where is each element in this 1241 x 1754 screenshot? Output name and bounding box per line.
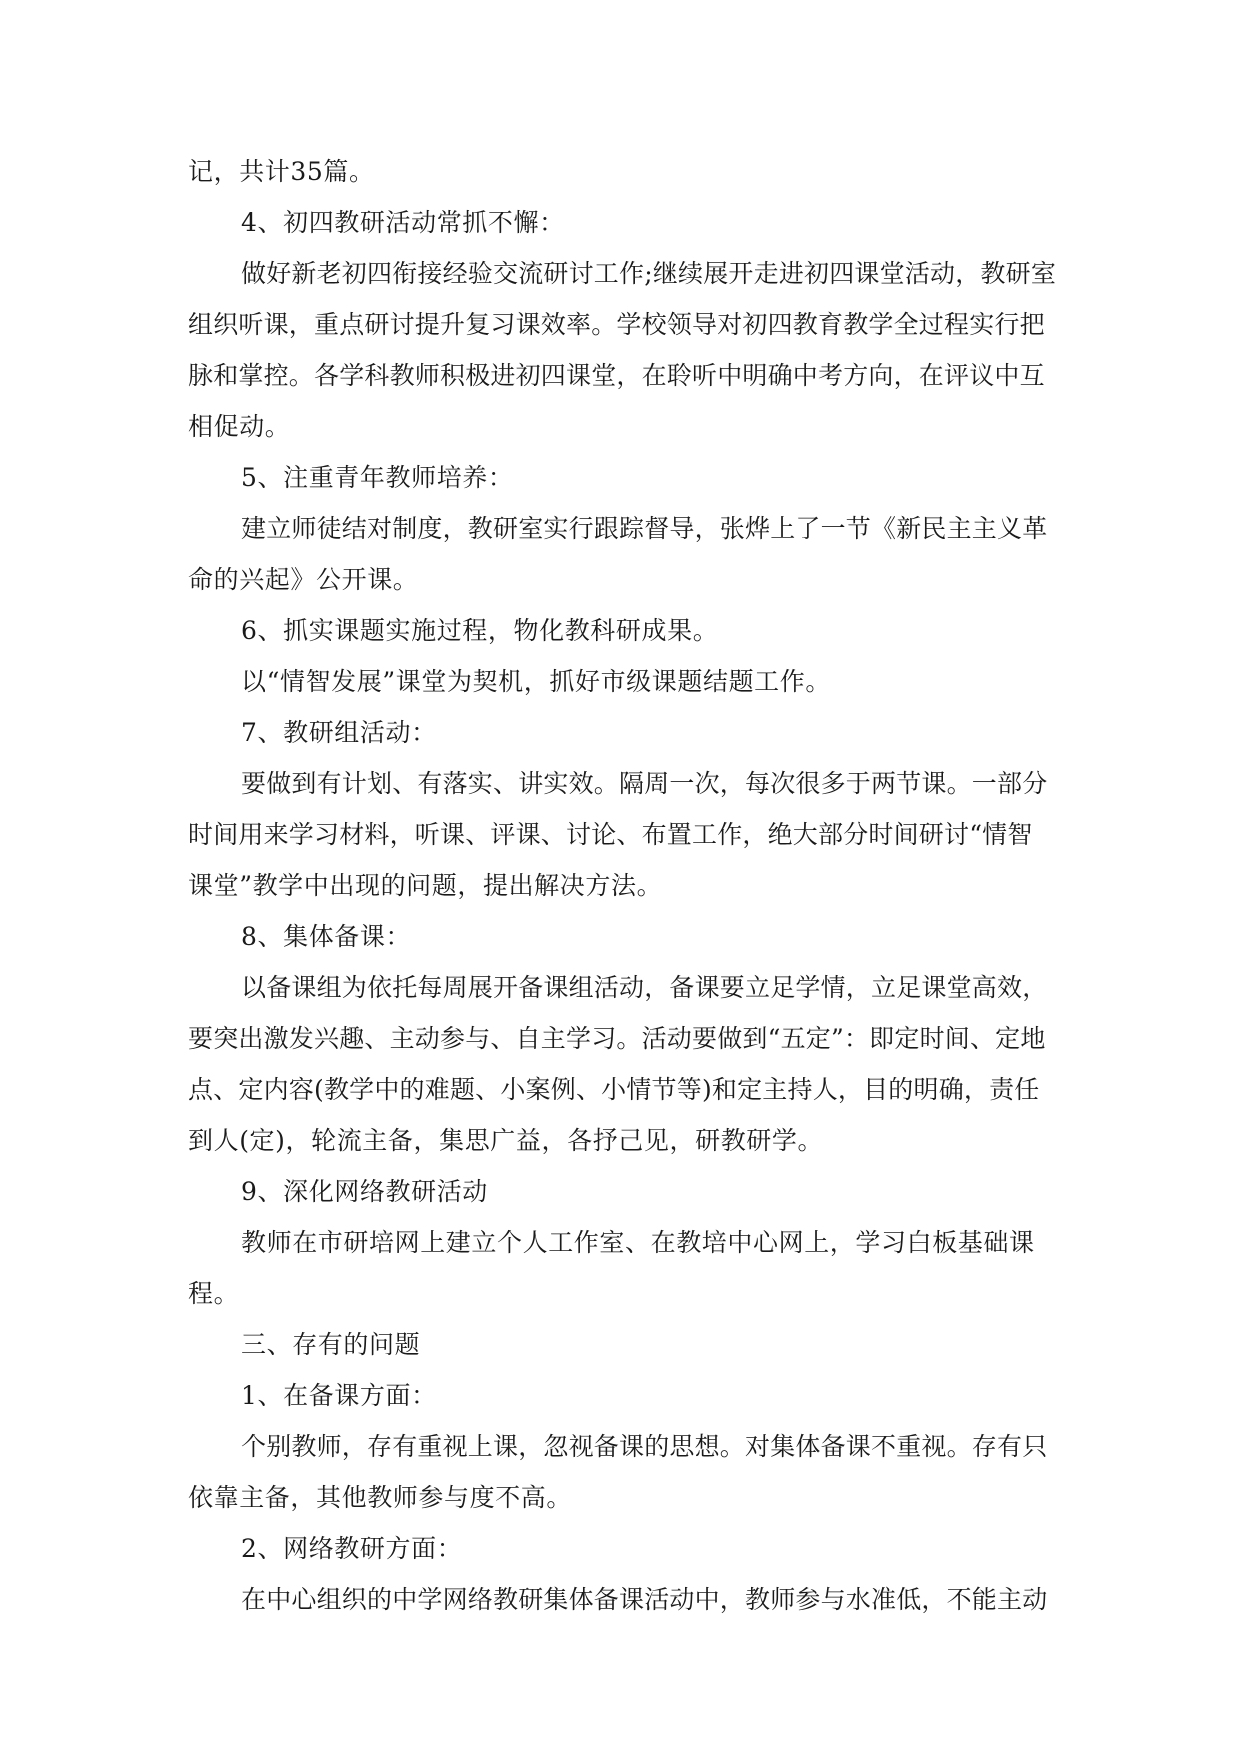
paragraph-line: 要做到有计划、有落实、讲实效。隔周一次，每次很多于两节课。一部分 [241,769,1048,798]
paragraph-line: 点、定内容(教学中的难题、小案例、小情节等)和定主持人，目的明确，责任 [188,1075,1040,1104]
section-heading: 8、集体备课： [241,922,412,951]
section-heading: 9、深化网络教研活动 [241,1177,488,1206]
paragraph-line: 命的兴起》公开课。 [188,565,419,594]
chapter-heading: 三、存有的问题 [241,1330,421,1359]
paragraph-line: 时间用来学习材料，听课、评课、讨论、布置工作，绝大部分时间研讨“情智 [188,820,1033,849]
paragraph-line: 依靠主备，其他教师参与度不高。 [188,1483,573,1512]
paragraph-line: 课堂”教学中出现的问题，提出解决方法。 [188,871,663,900]
paragraph-line: 建立师徒结对制度，教研室实行跟踪督导，张烨上了一节《新民主主义革 [241,514,1048,543]
section-heading: 4、初四教研活动常抓不懈： [241,208,565,237]
paragraph-line: 教师在市研培网上建立个人工作室、在教培中心网上，学习白板基础课 [241,1228,1035,1257]
document-body [188,154,1058,1633]
paragraph-line: 个别教师，存有重视上课，忽视备课的思想。对集体备课不重视。存有只 [241,1432,1048,1461]
paragraph-line: 做好新老初四衔接经验交流研讨工作;继续展开走进初四课堂活动，教研室 [241,259,1057,288]
section-heading: 2、网络教研方面： [241,1534,463,1563]
paragraph-line: 相促动。 [188,412,291,441]
paragraph-line: 程。 [188,1279,240,1308]
section-heading: 1、在备课方面： [241,1381,437,1410]
section-heading: 7、教研组活动： [241,718,437,747]
paragraph-line: 到人(定)，轮流主备，集思广益，各抒己见，研教研学。 [188,1126,824,1155]
section-heading: 5、注重青年教师培养： [241,463,514,492]
paragraph-line: 脉和掌控。各学科教师积极进初四课堂，在聆听中明确中考方向，在评议中互 [188,361,1045,390]
paragraph-line: 要突出激发兴趣、主动参与、自主学习。活动要做到“五定”：即定时间、定地 [188,1024,1046,1053]
paragraph-line: 以备课组为依托每周展开备课组活动，备课要立足学情，立足课堂高效， [241,973,1048,1002]
paragraph-line: 记，共计35篇。 [188,157,375,186]
paragraph-line: 在中心组织的中学网络教研集体备课活动中，教师参与水准低，不能主动 [241,1585,1048,1614]
section-heading: 6、抓实课题实施过程，物化教科研成果。 [241,616,719,645]
paragraph-line: 以“情智发展”课堂为契机，抓好市级课题结题工作。 [241,667,831,696]
paragraph-line: 组织听课，重点研讨提升复习课效率。学校领导对初四教育教学全过程实行把 [188,310,1045,339]
